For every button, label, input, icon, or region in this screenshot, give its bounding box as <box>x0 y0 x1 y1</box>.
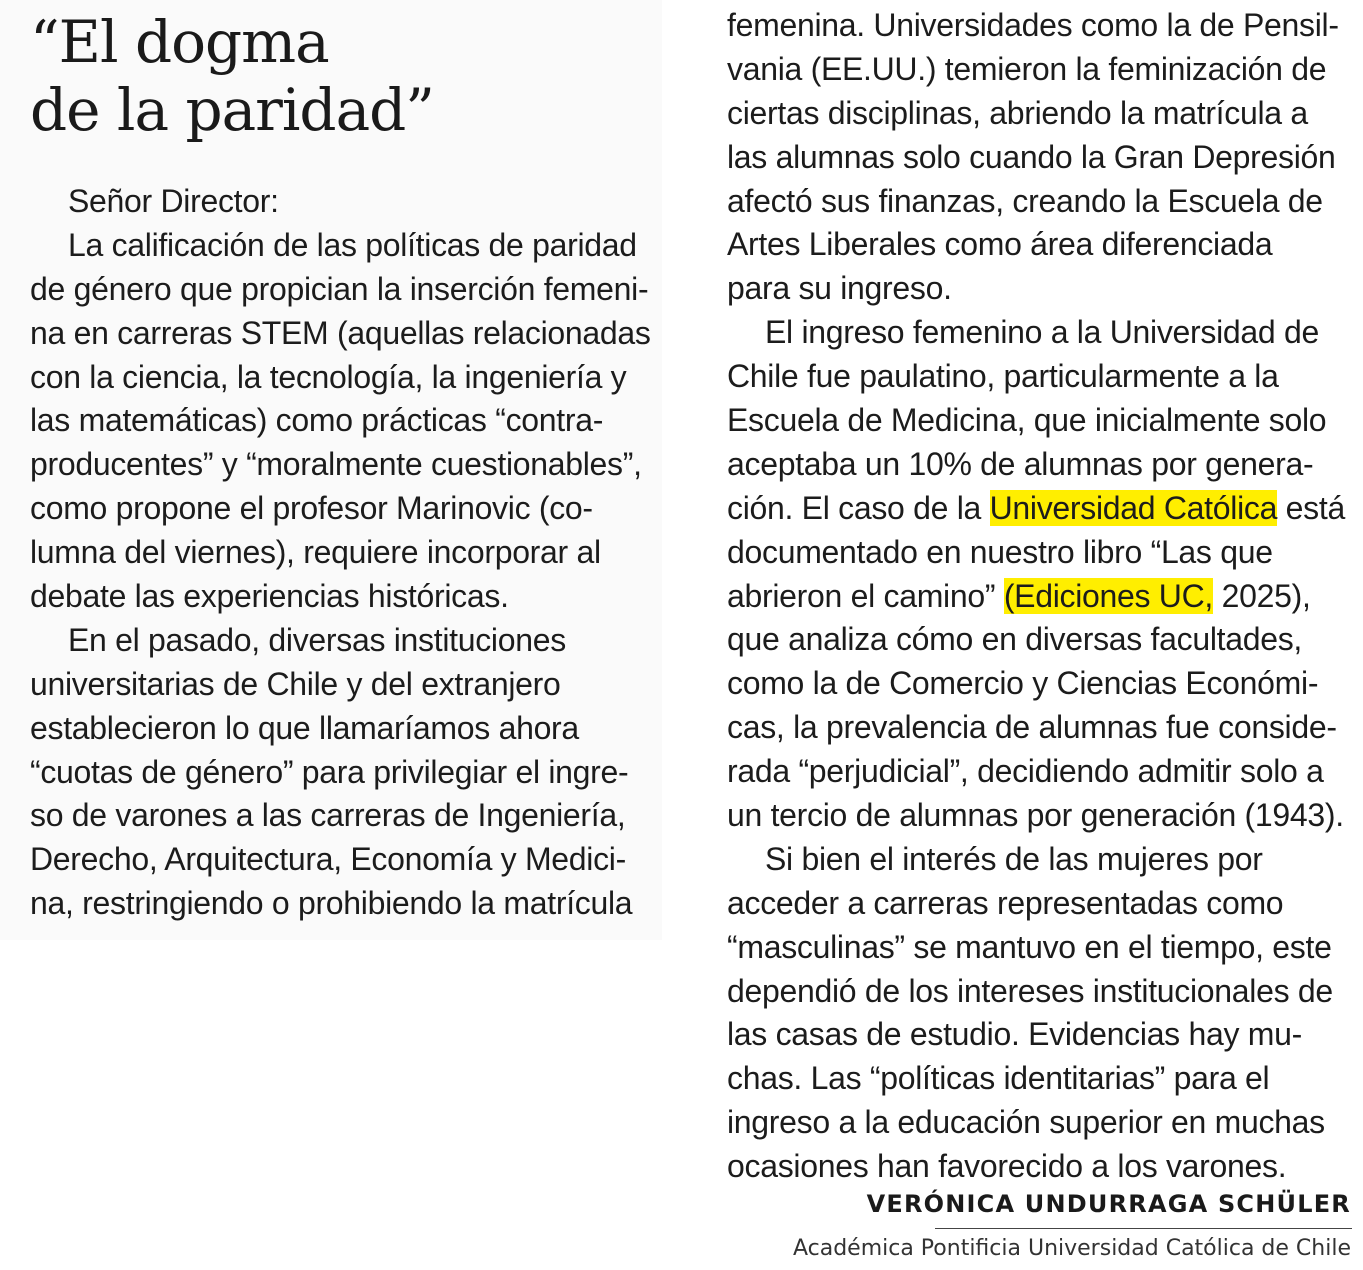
text-line <box>727 575 1357 619</box>
highlight-universidad-catolica: Universidad Católica <box>989 489 1278 526</box>
text-line: establecieron lo que llamaríamos ahora <box>30 709 579 746</box>
text-line: vania (EE.UU.) temieron la feminización de <box>727 50 1327 87</box>
text-line: En el pasado, diversas instituciones <box>68 621 566 658</box>
text-line: Derecho, Arquitectura, Economía y Medici- <box>30 841 626 878</box>
text-line: un tercio de alumnas por generación (1943). <box>727 797 1344 834</box>
text-line: para su ingreso. <box>727 270 952 307</box>
text-segment: 2025), <box>1213 577 1311 614</box>
author-name: VERÓNICA UNDURRAGA SCHÜLER <box>866 1190 1351 1218</box>
text-line: de género que propician la inserción femeni- <box>30 270 649 307</box>
text-line: cas, la prevalencia de alumnas fue conside- <box>727 709 1337 746</box>
highlight-ediciones-uc: (Ediciones UC, <box>1003 577 1214 614</box>
text-line: con la ciencia, la tecnología, la ingeniería y <box>30 358 627 395</box>
text-line: ingreso a la educación superior en muchas <box>727 1104 1325 1141</box>
text-line: documentado en nuestro libro “Las que <box>727 533 1273 570</box>
letter-body-right-column <box>727 4 1357 1189</box>
text-line: La calificación de las políticas de paridad <box>68 226 637 263</box>
headline-line-2: de la paridad” <box>30 76 434 144</box>
text-line: Si bien el interés de las mujeres por <box>765 840 1263 877</box>
text-line: las alumnas solo cuando la Gran Depresión <box>727 138 1336 175</box>
text-line: femenina. Universidades como la de Pensil- <box>727 7 1339 43</box>
letter-body-left-column <box>30 180 658 926</box>
text-line: afectó sus finanzas, creando la Escuela de <box>727 182 1323 219</box>
text-line: que analiza cómo en diversas facultades, <box>727 621 1303 658</box>
headline-line-1: “El dogma <box>30 8 329 76</box>
text-segment: está <box>1277 489 1345 526</box>
signature-divider <box>935 1228 1352 1229</box>
text-segment: ción. El caso de la <box>727 489 990 526</box>
text-line: chas. Las “políticas identitarias” para el <box>727 1060 1270 1097</box>
text-line: producentes” y “moralmente cuestionables”, <box>30 446 642 483</box>
text-line: las casas de estudio. Evidencias hay mu- <box>727 1016 1302 1053</box>
text-line: debate las experiencias históricas. <box>30 578 509 615</box>
text-line: aceptaba un 10% de alumnas por genera- <box>727 445 1314 482</box>
text-line: acceder a carreras representadas como <box>727 884 1284 921</box>
text-line: Escuela de Medicina, que inicialmente solo <box>727 402 1327 439</box>
text-line: na en carreras STEM (aquellas relacionadas <box>30 314 651 351</box>
headline <box>30 8 434 144</box>
text-line <box>727 487 1357 531</box>
text-line: lumna del viernes), requiere incorporar al <box>30 534 601 571</box>
text-line: rada “perjudicial”, decidiendo admitir solo a <box>727 753 1324 790</box>
text-line: Artes Liberales como área diferenciada <box>727 226 1273 263</box>
text-line: dependió de los intereses institucionales de <box>727 972 1333 1009</box>
text-line: ocasiones han favorecido a los varones. <box>727 1148 1287 1185</box>
text-line: “cuotas de género” para privilegiar el ingre- <box>30 753 629 790</box>
author-affiliation: Académica Pontificia Universidad Católica de Chile <box>792 1236 1351 1261</box>
text-line: ciertas disciplinas, abriendo la matrícula a <box>727 94 1308 131</box>
text-line: las matemáticas) como prácticas “contra- <box>30 402 604 439</box>
text-segment: abrieron el camino” <box>727 577 1004 614</box>
text-line: na, restringiendo o prohibiendo la matrícula <box>30 885 633 922</box>
text-line: El ingreso femenino a la Universidad de <box>765 314 1319 351</box>
text-line: como la de Comercio y Ciencias Económi- <box>727 665 1319 702</box>
text-line: como propone el profesor Marinovic (co- <box>30 490 593 527</box>
text-line: “masculinas” se mantuvo en el tiempo, este <box>727 928 1332 965</box>
salutation: Señor Director: <box>68 183 279 219</box>
text-line: Chile fue paulatino, particularmente a la <box>727 358 1279 395</box>
text-line: universitarias de Chile y del extranjero <box>30 665 561 702</box>
text-line: so de varones a las carreras de Ingeniería, <box>30 797 626 834</box>
